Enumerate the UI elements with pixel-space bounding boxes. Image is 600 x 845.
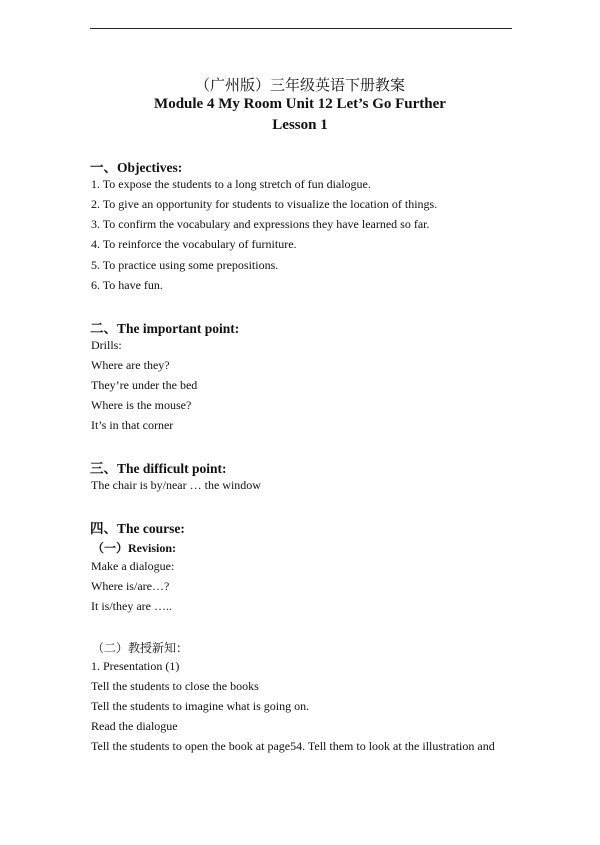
objective-item: 6. To have fun. bbox=[91, 278, 163, 292]
objective-item: 1. To expose the students to a long stretch of fun dialogue. bbox=[91, 177, 371, 191]
new-knowledge-line: Tell the students to imagine what is going on. bbox=[91, 699, 310, 713]
course-heading: 四、The course: bbox=[90, 521, 185, 536]
document-title-lesson: Lesson 1 bbox=[272, 117, 328, 133]
objective-item: 4. To reinforce the vocabulary of furniture. bbox=[91, 237, 297, 251]
important-point-heading: 二、The important point: bbox=[90, 321, 240, 336]
document-title-chinese: （广州版）三年级英语下册教案 bbox=[194, 78, 405, 94]
difficult-point-line: The chair is by/near … the window bbox=[91, 478, 261, 492]
revision-line: It is/they are ….. bbox=[91, 599, 172, 613]
important-point-line: They’re under the bed bbox=[91, 378, 198, 392]
difficult-point-heading: 三、The difficult point: bbox=[90, 461, 227, 476]
new-knowledge-heading: （二）教授新知： bbox=[92, 641, 189, 655]
new-knowledge-line: Read the dialogue bbox=[91, 719, 178, 733]
objective-item: 3. To confirm the vocabulary and expressions they have learned so far. bbox=[91, 217, 430, 231]
new-knowledge-line: Tell the students to close the books bbox=[91, 679, 259, 693]
important-point-line: Drills: bbox=[91, 338, 122, 352]
revision-line: Make a dialogue: bbox=[91, 559, 175, 573]
important-point-line: Where is the mouse? bbox=[91, 398, 192, 412]
important-point-line: Where are they? bbox=[91, 358, 170, 372]
new-knowledge-line: Tell the students to open the book at page54. Tell them to look at the illustration and bbox=[91, 739, 495, 753]
objective-item: 2. To give an opportunity for students to visualize the location of things. bbox=[91, 197, 438, 211]
objective-item: 5. To practice using some prepositions. bbox=[91, 258, 279, 272]
objectives-heading: 一、Objectives: bbox=[90, 160, 183, 175]
revision-line: Where is/are…? bbox=[91, 579, 170, 593]
header-rule bbox=[90, 28, 512, 29]
important-point-line: It’s in that corner bbox=[91, 418, 174, 432]
new-knowledge-line: 1. Presentation (1) bbox=[91, 659, 180, 673]
document-title-module: Module 4 My Room Unit 12 Let’s Go Further bbox=[154, 96, 446, 112]
revision-heading: （一）Revision: bbox=[92, 541, 177, 555]
